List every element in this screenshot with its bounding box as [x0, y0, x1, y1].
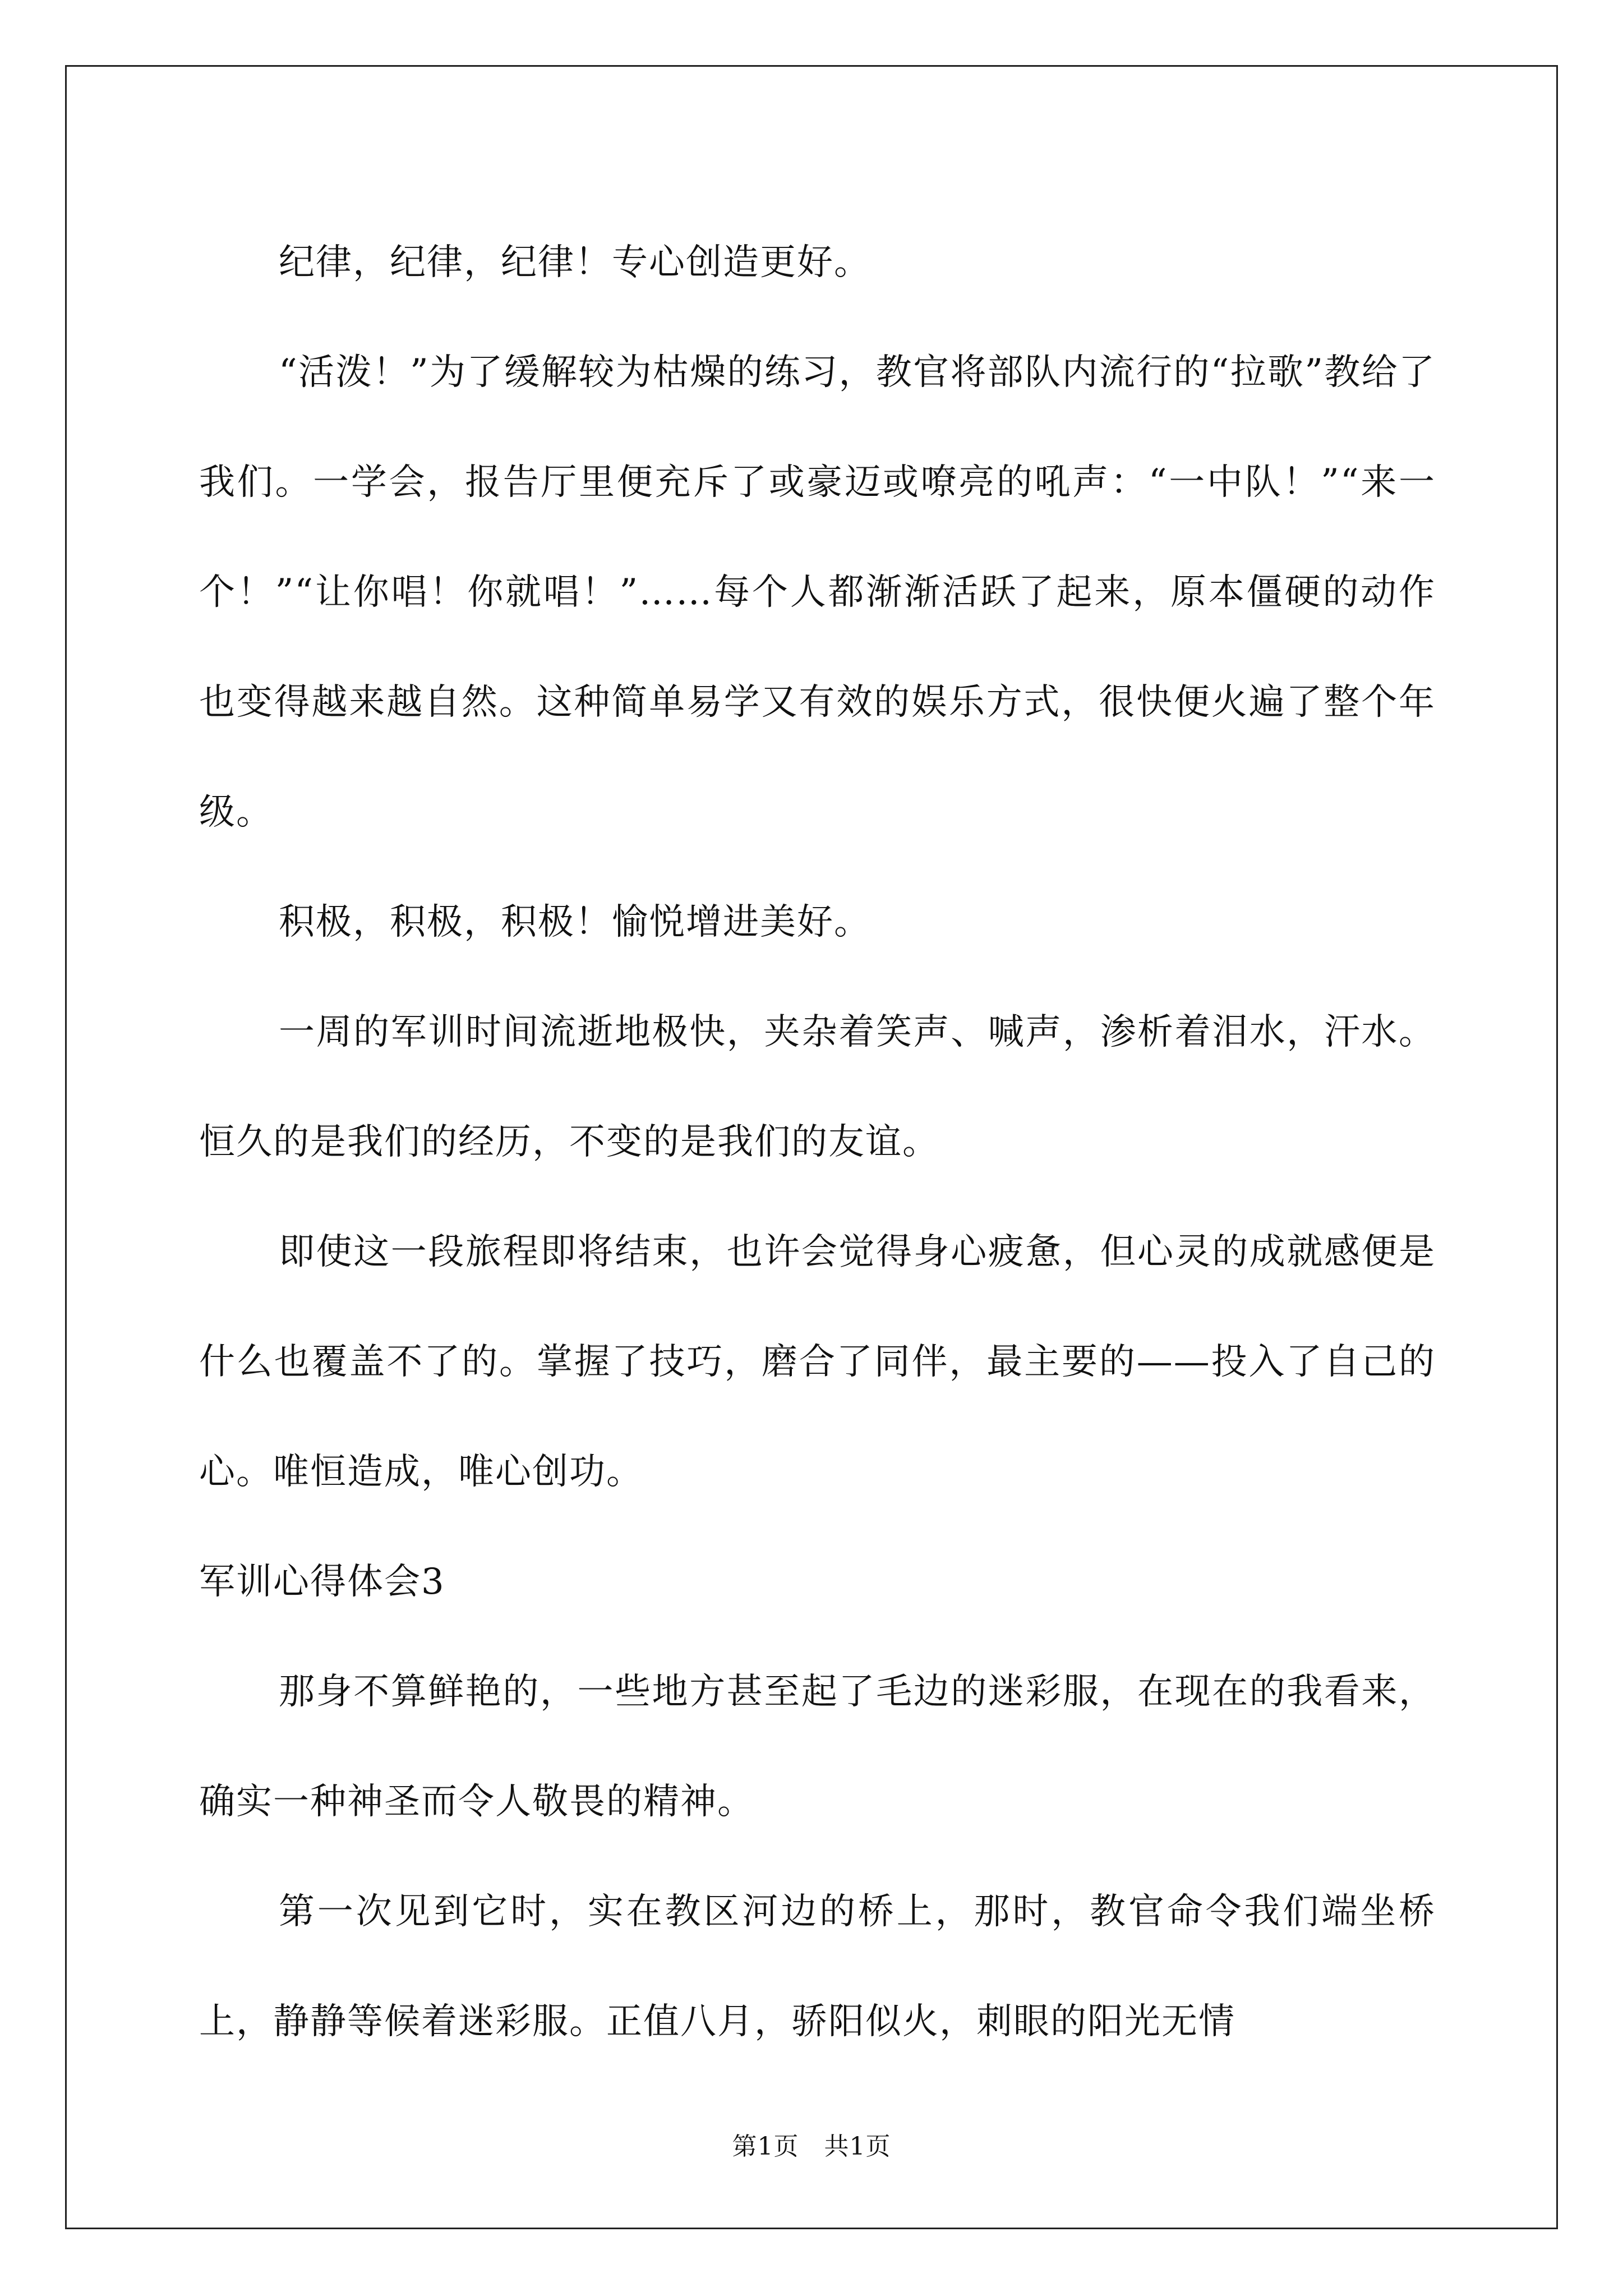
document-body: [199, 208, 1436, 2077]
section-heading: 军训心得体会3: [199, 1561, 445, 1603]
paragraph: 第一次见到它时，实在教区河边的桥上，那时，教官命令我们端坐桥上，静静等候着迷彩服。正值八月，骄阳似火，刺眼的阳光无情: [199, 1891, 1436, 2042]
page-footer: 第1页 共1页: [732, 2132, 891, 2161]
paragraph: 那身不算鲜艳的，一些地方甚至起了毛边的迷彩服，在现在的我看来，确实一种神圣而令人敬畏的精神。: [199, 1671, 1436, 1823]
paragraph: “活泼！”为了缓解较为枯燥的练习，教官将部队内流行的“拉歌”教给了我们。一学会，报告厅里便充斥了或豪迈或嘹亮的吼声：“一中队！”“来一个！”“让你唱！你就唱！”……每个人都渐渐活跃了起来，原本僵硬的动作也变得越来越自然。这种简单易学又有效的娱乐方式，很快便火遍了整个年级。: [199, 352, 1436, 833]
paragraph: 积极，积极，积极！愉悦增进美好。: [279, 901, 871, 943]
paragraph: 一周的军训时间流逝地极快，夹杂着笑声、喊声，渗析着泪水，汗水。恒久的是我们的经历，不变的是我们的友谊。: [199, 1011, 1436, 1163]
paragraph: 纪律，纪律，纪律！专心创造更好。: [279, 242, 871, 283]
paragraph: 即使这一段旅程即将结束，也许会觉得身心疲惫，但心灵的成就感便是什么也覆盖不了的。掌握了技巧，磨合了同伴，最主要的——投入了自己的心。唯恒造成，唯心创功。: [199, 1231, 1436, 1493]
